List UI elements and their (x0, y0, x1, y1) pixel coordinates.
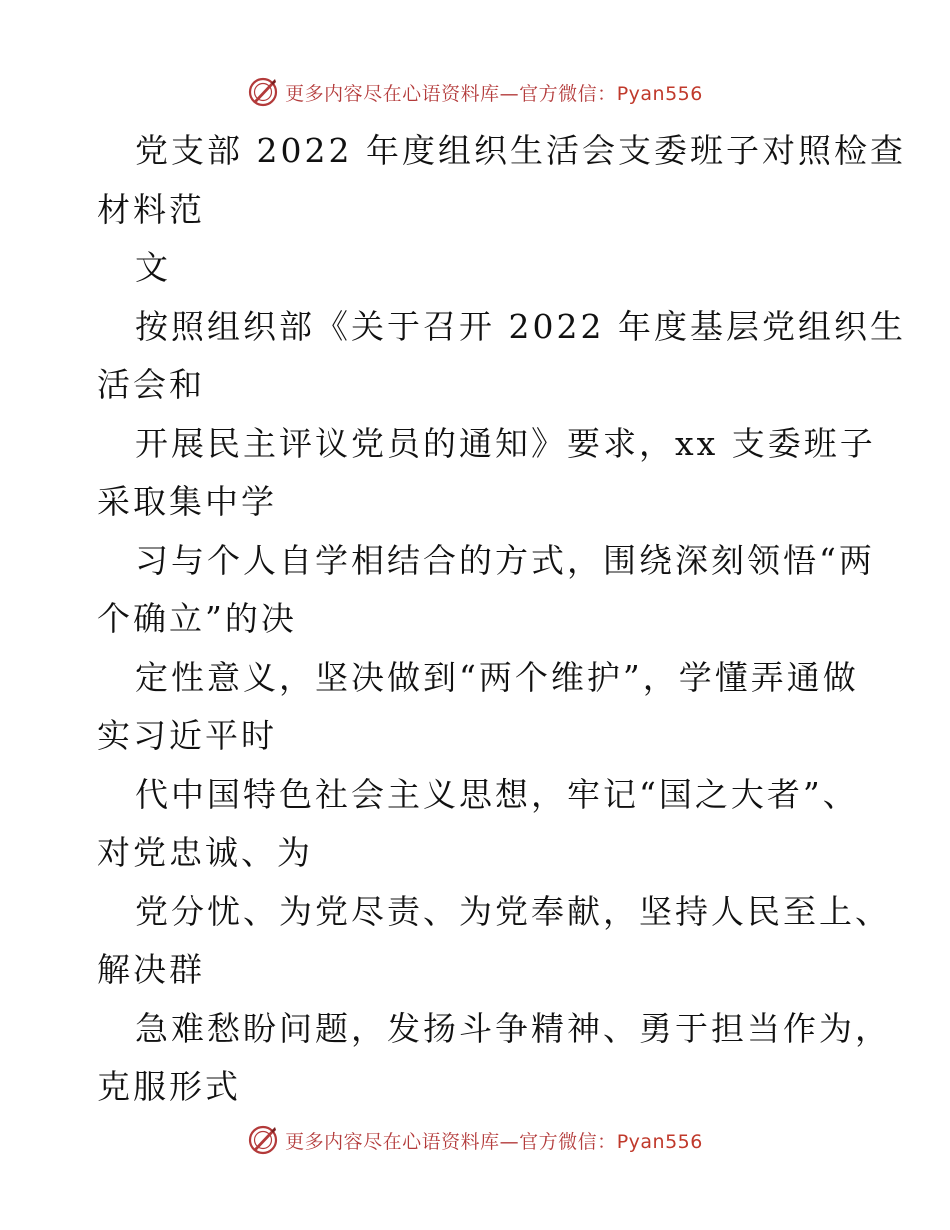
text-line: 习与个人自学相结合的方式，围绕深刻领悟“两 (135, 540, 875, 580)
text-line: 采取集中学 (97, 482, 277, 521)
text-line: 文 (135, 248, 171, 287)
quill-seal-logo-icon (247, 1124, 279, 1156)
document-body (97, 122, 906, 1117)
text-line: 开展民主评议党员的通知》要求，xx 支委班子 (135, 423, 876, 463)
quill-seal-logo-icon (247, 76, 279, 108)
text-line: 解决群 (97, 950, 205, 989)
footer-banner-text (285, 1127, 703, 1154)
header-banner-text (285, 79, 703, 106)
header-banner-wechat-label: 官方微信： (519, 82, 617, 105)
text-line: 活会和 (97, 365, 205, 404)
text-line: 代中国特色社会主义思想，牢记“国之大者”、 (135, 774, 859, 814)
text-line: 个确立”的决 (97, 599, 297, 638)
footer-banner-title: 更多内容尽在心语资料库 (285, 1130, 500, 1153)
text-line: 对党忠诚、为 (97, 833, 313, 872)
header-banner-dash: — (499, 82, 520, 105)
text-line: 实习近平时 (97, 716, 277, 755)
footer-banner-dash: — (499, 1130, 520, 1153)
footer-banner-wechat-id: Pyan556 (616, 1130, 703, 1153)
text-line: 克服形式 (97, 1067, 241, 1106)
text-line: 材料范 (97, 189, 205, 229)
header-banner-title: 更多内容尽在心语资料库 (285, 82, 500, 105)
text-line: 定性意义，坚决做到“两个维护”，学懂弄通做 (135, 657, 859, 697)
text-line: 急难愁盼问题，发扬斗争精神、勇于担当作为， (135, 1008, 891, 1048)
footer-banner-wechat-label: 官方微信： (519, 1130, 617, 1153)
header-banner (0, 72, 950, 112)
text-line: 党支部 2022 年度组织生活会支委班子对照检查 (135, 131, 906, 170)
text-line: 党分忧、为党尽责、为党奉献，坚持人民至上、 (135, 891, 891, 931)
header-banner-wechat-id: Pyan556 (616, 82, 703, 105)
text-line: 按照组织部《关于召开 2022 年度基层党组织生 (135, 306, 906, 346)
footer-banner (0, 1120, 950, 1160)
